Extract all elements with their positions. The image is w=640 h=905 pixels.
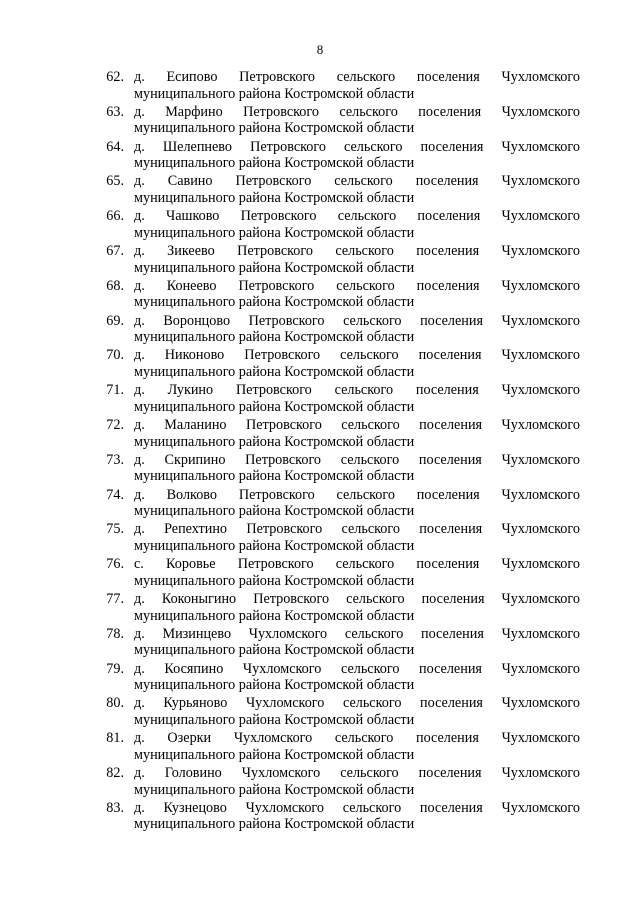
list-item: [94, 104, 580, 139]
settlement-word-rural: сельского: [341, 521, 400, 538]
settlement-word-rural: сельского: [346, 590, 405, 607]
settlement-word-rural: сельского: [335, 242, 394, 259]
settlement-name: Петровского: [248, 312, 325, 329]
locality-name: Воронцово: [163, 312, 231, 329]
list-item: [94, 243, 580, 278]
item-first-line: [134, 69, 580, 86]
item-first-line: [134, 382, 580, 399]
item-first-line: [134, 104, 580, 121]
district-name: Чухломского: [501, 486, 580, 503]
list-item: [94, 521, 580, 556]
locality-type: д.: [134, 312, 145, 329]
settlement-word-rural: сельского: [340, 660, 400, 677]
settlement-word-settlement: поселения: [419, 799, 483, 816]
locality-name: Озерки: [167, 730, 212, 747]
item-first-line: [134, 139, 580, 156]
item-number: 79.: [106, 660, 124, 677]
locality-type: д.: [134, 486, 145, 503]
settlement-word-settlement: поселения: [420, 312, 483, 329]
item-second-line: муниципального района Костромской области: [134, 746, 415, 763]
settlement-word-settlement: поселения: [416, 277, 480, 294]
item-first-line: [134, 765, 580, 782]
settlement-word-rural: сельского: [341, 416, 400, 433]
item-second-line: муниципального района Костромской области: [134, 537, 415, 554]
settlement-word-rural: сельского: [342, 695, 402, 712]
locality-type: д.: [134, 451, 145, 468]
settlement-word-rural: сельского: [344, 138, 403, 155]
settlement-word-rural: сельского: [335, 556, 395, 573]
settlement-word-rural: сельского: [342, 799, 402, 816]
list-item: [94, 591, 580, 626]
item-second-line: муниципального района Костромской области: [134, 398, 415, 415]
locality-type: д.: [134, 695, 145, 712]
item-second-line: муниципального района Костромской области: [134, 189, 415, 206]
locality-type: д.: [134, 173, 145, 190]
locality-name: Зикеево: [167, 242, 215, 259]
item-number: 81.: [106, 730, 124, 747]
settlement-name: Петровского: [239, 69, 315, 85]
item-first-line: [134, 347, 580, 364]
item-number: 68.: [106, 277, 124, 294]
item-second-line: муниципального района Костромской области: [134, 85, 415, 102]
item-first-line: [134, 661, 580, 678]
settlement-word-rural: сельского: [336, 277, 395, 294]
district-name: Чухломского: [501, 730, 580, 747]
settlement-word-settlement: поселения: [418, 347, 482, 364]
district-name: Чухломского: [501, 173, 580, 190]
district-name: Чухломского: [501, 103, 580, 120]
list-item: [94, 173, 580, 208]
item-second-line: муниципального района Костромской области: [134, 781, 415, 798]
item-number: 69.: [106, 312, 124, 329]
settlement-list: [94, 69, 580, 835]
locality-name: Коровье: [166, 556, 216, 573]
settlement-name: Петровского: [245, 451, 321, 468]
settlement-name: Петровского: [238, 486, 315, 503]
settlement-name: Петровского: [237, 556, 314, 573]
item-number: 76.: [106, 556, 124, 573]
locality-name: Конеево: [166, 277, 217, 294]
list-item: [94, 208, 580, 243]
item-second-line: муниципального района Костромской области: [134, 363, 415, 380]
list-item: [94, 556, 580, 591]
locality-name: Мизинцево: [162, 625, 232, 642]
settlement-name: Чухломского: [248, 625, 328, 642]
item-number: 63.: [106, 103, 124, 120]
settlement-word-settlement: поселения: [420, 625, 484, 642]
settlement-name: Чухломского: [233, 730, 313, 747]
item-number: 67.: [106, 242, 124, 259]
item-first-line: [134, 243, 580, 260]
list-item: [94, 69, 580, 104]
item-number: 75.: [106, 521, 124, 538]
district-name: Чухломского: [501, 590, 580, 607]
settlement-word-rural: сельского: [343, 312, 402, 329]
item-second-line: муниципального района Костромской области: [134, 224, 415, 241]
item-second-line: муниципального района Костромской области: [134, 294, 415, 311]
item-number: 74.: [106, 486, 124, 503]
settlement-word-rural: сельского: [337, 208, 397, 225]
locality-name: Коконыгино: [161, 590, 237, 607]
settlement-word-rural: сельского: [334, 173, 393, 190]
item-first-line: [134, 173, 580, 190]
list-item: [94, 139, 580, 174]
list-item: [94, 417, 580, 452]
settlement-word-rural: сельского: [340, 347, 399, 364]
locality-type: д.: [134, 660, 145, 677]
settlement-name: Петровского: [240, 208, 317, 225]
locality-type: д.: [134, 138, 145, 155]
settlement-word-rural: сельского: [334, 382, 394, 399]
item-first-line: [134, 695, 580, 712]
settlement-word-settlement: поселения: [415, 382, 479, 399]
district-name: Чухломского: [501, 625, 580, 642]
settlement-name: Петровского: [235, 382, 312, 399]
item-number: 62.: [106, 69, 124, 85]
settlement-word-rural: сельского: [339, 103, 398, 120]
settlement-name: Петровского: [235, 173, 312, 190]
settlement-word-settlement: поселения: [416, 730, 479, 747]
settlement-word-settlement: поселения: [419, 416, 483, 433]
settlement-name: Петровского: [238, 277, 315, 294]
settlement-name: Петровского: [237, 242, 313, 259]
settlement-name: Чухломского: [241, 764, 321, 781]
locality-name: Чашково: [166, 208, 220, 225]
district-name: Чухломского: [501, 242, 580, 259]
settlement-name: Петровского: [250, 138, 326, 155]
settlement-name: Чухломского: [245, 695, 325, 712]
item-first-line: [134, 521, 580, 538]
locality-type: д.: [134, 69, 145, 85]
item-second-line: муниципального района Костромской области: [134, 711, 415, 728]
list-item: [94, 730, 580, 765]
item-first-line: [134, 487, 580, 504]
locality-type: д.: [134, 590, 145, 607]
locality-name: Репехтино: [164, 521, 228, 538]
district-name: Чухломского: [501, 799, 580, 816]
district-name: Чухломского: [501, 138, 580, 155]
locality-name: Лукино: [167, 382, 214, 399]
settlement-word-settlement: поселения: [420, 138, 484, 155]
item-number: 64.: [106, 138, 124, 155]
settlement-name: Петровского: [243, 103, 319, 120]
item-number: 82.: [106, 764, 124, 781]
item-number: 72.: [106, 416, 124, 433]
list-item: [94, 661, 580, 696]
item-number: 73.: [106, 451, 124, 468]
settlement-word-settlement: поселения: [418, 103, 482, 120]
district-name: Чухломского: [501, 764, 580, 781]
locality-name: Кузнецово: [163, 799, 227, 816]
item-first-line: [134, 730, 580, 747]
page-number: 8: [316, 42, 324, 57]
settlement-word-settlement: поселения: [418, 451, 482, 468]
item-second-line: муниципального района Костромской области: [134, 329, 415, 346]
item-first-line: [134, 800, 580, 817]
list-item: [94, 382, 580, 417]
item-first-line: [134, 417, 580, 434]
locality-name: Косяпино: [164, 660, 224, 677]
locality-name: Шелепнево: [162, 138, 233, 155]
list-item: [94, 347, 580, 382]
settlement-word-settlement: поселения: [416, 556, 480, 573]
district-name: Чухломского: [501, 660, 580, 677]
settlement-word-settlement: поселения: [417, 208, 481, 225]
item-second-line: муниципального района Костромской области: [134, 155, 415, 172]
item-second-line: муниципального района Костромской области: [134, 433, 415, 450]
locality-type: д.: [134, 521, 145, 538]
district-name: Чухломского: [501, 312, 580, 329]
item-second-line: муниципального района Костромской области: [134, 120, 415, 137]
item-first-line: [134, 208, 580, 225]
item-number: 78.: [106, 625, 124, 642]
locality-name: Есипово: [166, 69, 218, 85]
locality-name: Маланино: [164, 416, 227, 433]
locality-name: Головино: [164, 764, 222, 781]
settlement-name: Петровского: [244, 347, 321, 364]
district-name: Чухломского: [501, 347, 580, 364]
locality-type: с.: [134, 556, 144, 573]
locality-type: д.: [134, 799, 145, 816]
item-first-line: [134, 591, 580, 608]
item-number: 71.: [106, 382, 124, 399]
settlement-word-settlement: поселения: [416, 486, 480, 503]
district-name: Чухломского: [501, 695, 580, 712]
item-first-line: [134, 313, 580, 330]
list-item: [94, 452, 580, 487]
district-name: Чухломского: [501, 208, 580, 225]
district-name: Чухломского: [501, 382, 580, 399]
settlement-word-rural: сельского: [344, 625, 404, 642]
item-first-line: [134, 452, 580, 469]
item-second-line: муниципального района Костромской области: [134, 259, 415, 276]
locality-type: д.: [134, 208, 145, 225]
list-item: [94, 695, 580, 730]
list-item: [94, 278, 580, 313]
locality-type: д.: [134, 103, 145, 120]
settlement-word-rural: сельского: [340, 764, 399, 781]
settlement-word-settlement: поселения: [420, 695, 483, 712]
settlement-word-settlement: поселения: [419, 660, 482, 677]
settlement-name: Петровского: [245, 416, 322, 433]
settlement-word-rural: сельского: [340, 451, 400, 468]
locality-name: Волково: [166, 486, 218, 503]
list-item: [94, 487, 580, 522]
district-name: Чухломского: [501, 556, 580, 573]
item-second-line: муниципального района Костромской области: [134, 642, 415, 659]
item-second-line: муниципального района Костромской области: [134, 816, 415, 833]
item-second-line: муниципального района Костромской области: [134, 468, 415, 485]
settlement-word-settlement: поселения: [416, 69, 480, 85]
settlement-word-settlement: поселения: [415, 173, 479, 190]
item-first-line: [134, 626, 580, 643]
item-first-line: [134, 278, 580, 295]
locality-type: д.: [134, 764, 145, 781]
settlement-word-settlement: поселения: [421, 590, 485, 607]
locality-type: д.: [134, 416, 145, 433]
settlement-word-settlement: поселения: [418, 764, 482, 781]
item-second-line: муниципального района Костромской области: [134, 607, 415, 624]
settlement-name: Чухломского: [245, 799, 324, 816]
locality-name: Савино: [167, 173, 213, 190]
list-item: [94, 313, 580, 348]
item-second-line: муниципального района Костромской области: [134, 677, 415, 694]
settlement-word-rural: сельского: [336, 69, 396, 85]
settlement-name: Петровского: [246, 521, 323, 538]
locality-name: Никоново: [164, 347, 225, 364]
settlement-name: Чухломского: [242, 660, 322, 677]
locality-type: д.: [134, 382, 145, 399]
district-name: Чухломского: [501, 416, 580, 433]
district-name: Чухломского: [501, 277, 580, 294]
item-first-line: [134, 556, 580, 573]
item-second-line: муниципального района Костромской области: [134, 572, 415, 589]
list-item: [94, 765, 580, 800]
item-second-line: муниципального района Костромской области: [134, 503, 415, 520]
locality-name: Скрипино: [164, 451, 226, 468]
locality-name: Марфино: [165, 103, 223, 120]
item-number: 77.: [106, 590, 124, 607]
settlement-word-rural: сельского: [336, 486, 395, 503]
district-name: Чухломского: [501, 69, 580, 85]
settlement-name: Петровского: [253, 590, 330, 607]
item-number: 65.: [106, 173, 124, 190]
item-number: 66.: [106, 208, 124, 225]
item-number: 83.: [106, 799, 124, 816]
locality-type: д.: [134, 277, 145, 294]
locality-name: Курьяново: [163, 695, 228, 712]
settlement-word-settlement: поселения: [419, 521, 483, 538]
list-item: [94, 626, 580, 661]
item-number: 70.: [106, 347, 124, 364]
locality-type: д.: [134, 347, 145, 364]
locality-type: д.: [134, 242, 145, 259]
settlement-word-settlement: поселения: [416, 242, 480, 259]
district-name: Чухломского: [501, 521, 580, 538]
locality-type: д.: [134, 625, 145, 642]
list-item: [94, 800, 580, 835]
settlement-word-rural: сельского: [334, 730, 394, 747]
item-number: 80.: [106, 695, 124, 712]
district-name: Чухломского: [501, 451, 580, 468]
locality-type: д.: [134, 730, 145, 747]
